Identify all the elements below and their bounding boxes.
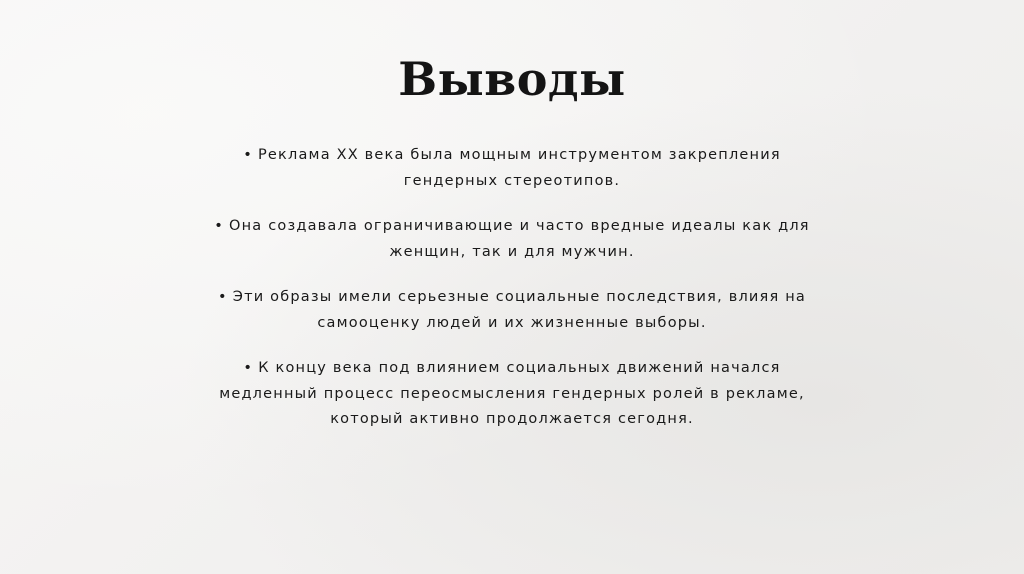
bullet-text: Эти образы имели серьезные социальные последствия, влияя на самооценку людей и их жизненные выборы. bbox=[232, 289, 806, 331]
bullet-marker: • bbox=[243, 360, 254, 376]
bullet-marker: • bbox=[243, 147, 253, 163]
bullet-item bbox=[212, 214, 812, 265]
bullet-marker: • bbox=[218, 289, 228, 305]
bullet-marker: • bbox=[214, 218, 225, 234]
slide-title: Выводы bbox=[398, 52, 626, 106]
bullet-item bbox=[212, 356, 812, 433]
bullet-item bbox=[212, 143, 812, 194]
bullet-text: К концу века под влиянием социальных движений начался медленный процесс переосмысления гендерных ролей в рекламе, который активно продолжается сегодня. bbox=[219, 360, 805, 427]
bullet-item bbox=[212, 285, 812, 336]
conclusions-list bbox=[212, 143, 812, 453]
bullet-text: Реклама XX века была мощным инструментом закрепления гендерных стереотипов. bbox=[257, 147, 781, 189]
bullet-text: Она создавала ограничивающие и часто вредные идеалы как для женщин, так и для мужчин. bbox=[229, 218, 810, 260]
